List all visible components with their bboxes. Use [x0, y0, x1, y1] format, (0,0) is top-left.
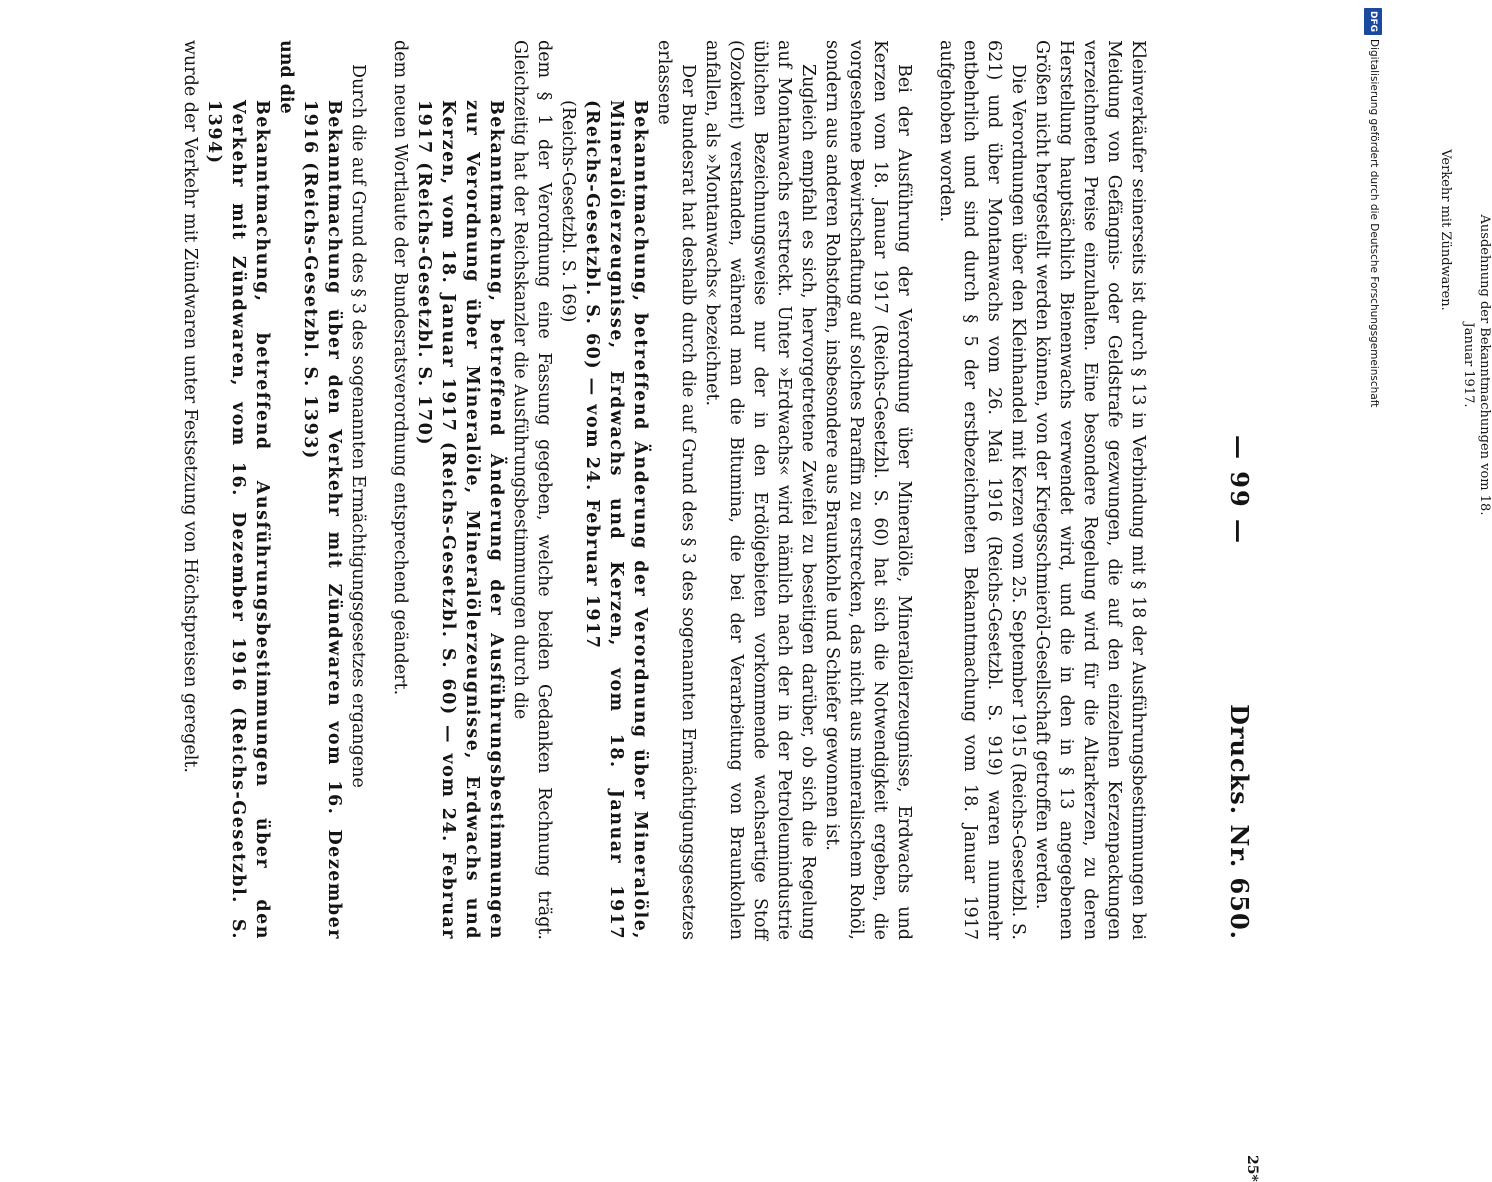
page-header [1220, 40, 1260, 940]
paragraph-matches-intro: Durch die auf Grund des § 3 des sogenannten Ermächtigungsgesetzes ergangene [348, 64, 368, 788]
margin-note-extension: Ausdehnung der Bekanntmachungen vom 18. Januar 1917. [1461, 214, 1492, 516]
paragraph-chancellor: dem § 1 der Verordnung eine Fassung gegeben, welche beiden Gedanken Rechnung trägt. Gleichzeitig hat der Reichskanzler die Ausführungsbestimmungen durch die [510, 40, 554, 940]
body-text [178, 40, 1150, 940]
decree-block-1 [556, 40, 652, 940]
dfg-logo-badge: DFG [1364, 8, 1382, 35]
print-reference: Drucks. Nr. 650. [1225, 704, 1254, 940]
decree-ref-1: (Reichs-Gesetzbl. S. 169) [558, 100, 578, 323]
sheet-signature-mark: 25* [1244, 1155, 1260, 1182]
decree-title-3: Bekanntmachung über den Verkehr mit Zündwaren vom 16. Dezember 1916 (Reichs-Gesetzbl. S. 1393) [300, 100, 344, 940]
margin-note-matches: Verkehr mit Zündwaren. [1438, 149, 1453, 311]
paragraph-montan-wax: Zugleich empfahl es sich, hervorgetretene Zweifel zu beseitigen darüber, ob sich die Regelung auf Montanwachs erstreckt. Unter »Erdwachs« wird nämlich nach der in der Petroleumindustrie üblichen Bezeichnungsweise nur der in den Erdölgebieten vorkommende wachsartige Stoff (Ozokerit) verstanden, während man die Bitumina, die bei der Verarbeitung von Braunkohlen anfallen, als »Montanwachs« bezeichnet. [702, 40, 818, 940]
paragraph-und-die: und die [276, 40, 296, 114]
paragraph-candle-retail: Kleinverkäufer seinerseits ist durch § 13 in Verbindung mit § 18 der Ausführungsbestimmungen bei Meidung von Gefängnis- oder Geldstrafe gezwungen, die auf den einzelnen Kerzenpackungen verzeichneten Preise einzuhalten. Eine besondere Regelung wird für die Altarkerzen, zu deren Herstellung hauptsächlich Bienenwachs verwendet wird, und die in den in § 13 angegebenen Größen nicht hergestellt werden können, von der Kriegsschmieröl-Gesellschaft getroffen werden. [1032, 40, 1148, 940]
decree-title-4: Bekanntmachung, betreffend Ausführungsbestimmungen über den Verkehr mit Zündwaren, vom 16. Dezember 1916 (Reichs-Gesetzbl. S. 1394) [204, 100, 272, 940]
paragraph-paraffin: Bei der Ausführung der Verordnung über Mineralöle, Mineralölerzeugnisse, Erdwachs und Kerzen vom 18. Januar 1917 (Reichs-Gesetzbl. S. 60) hat sich die Notwendigkeit ergeben, die vorgesehene Bewirtschaftung auf solches Paraffin zu erstrecken, das nicht aus mineralischem Rohöl, sondern aus anderen Rohstoffen, insbesondere aus Braunkohle und Schiefer gewonnen ist. [822, 40, 914, 940]
digitization-credit [1363, 8, 1383, 408]
decree-block-3 [298, 40, 346, 940]
paragraph-repealed-decrees: Die Verordnungen über den Kleinhandel mit Kerzen vom 25. September 1915 (Reichs-Gesetzbl. S. 621) und über Montanwachs vom 26. Mai 1916 (Reichs-Gesetzbl. S. 919) waren nunmehr entbehrlich und sind durch § 5 der erstbezeichneten Bekanntmachung vom 18. Januar 1917 aufgehoben worden. [936, 40, 1028, 940]
paragraph-amended: dem neuen Wortlaute der Bundesratsverordnung entsprechend geändert. [390, 40, 410, 696]
paragraph-bundesrat: Der Bundesrat hat deshalb durch die auf Grund des § 3 des sogenannten Ermächtigungsgesetzes erlassene [654, 40, 698, 940]
paragraph-matches-prices: wurde der Verkehr mit Zündwaren unter Festsetzung von Höchstpreisen geregelt. [180, 40, 200, 773]
decree-title-2: Bekanntmachung, betreffend Änderung der Ausführungsbestimmungen zur Verordnung über Mineralöle, Mineralölerzeugnisse, Erdwachs und Kerzen, vom 18. Januar 1917 (Reichs-Gesetzbl. S. 60) — vom 24. Februar 1917 (Reichs-Gesetzbl. S. 170) [414, 100, 506, 940]
decree-block-4 [202, 40, 274, 940]
decree-block-2 [412, 40, 508, 940]
decree-title-1: Bekanntmachung, betreffend Änderung der Verordnung über Mineralöle, Mineralölerzeugnisse, Erdwachs und Kerzen, vom 18. Januar 1917 (Reichs-Gesetzbl. S. 60) — vom 24. Februar 1917 [582, 100, 650, 940]
credit-text: Digitalisierung gefördert durch die Deutsche Forschungsgemeinschaft [1368, 39, 1380, 408]
page-number: — 99 — [1225, 434, 1254, 546]
